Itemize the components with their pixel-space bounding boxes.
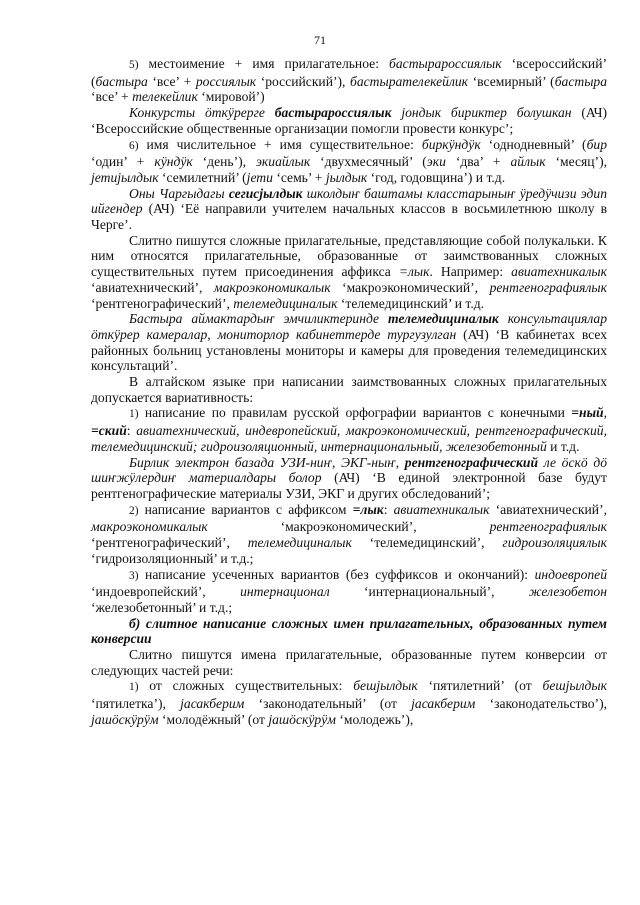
example-sentence bbox=[91, 105, 607, 136]
text-run: имя числительное + имя существительное: bbox=[138, 136, 422, 152]
text-run: рентгенографиялык bbox=[489, 279, 607, 295]
text-run: ‘законодательный’ (от bbox=[244, 696, 412, 712]
text-run: ‘молодёжный’ (от bbox=[158, 711, 269, 727]
text-run: јашöскÿрÿм bbox=[268, 711, 336, 727]
text-run: јетиjылдык bbox=[91, 169, 159, 185]
text-run: Конкурсты öткÿрерге bbox=[129, 105, 275, 121]
text-run: консультациялар öткÿрер камералар, мониторлор кабинеттерде тургузулган bbox=[91, 311, 607, 342]
text-run: : bbox=[126, 423, 137, 439]
text-run: ‘пятилетка’), bbox=[91, 696, 181, 712]
text-run: =лык bbox=[398, 264, 430, 280]
text-run: јасакберим bbox=[180, 696, 245, 712]
text-run: бастыраpоссиялык bbox=[274, 105, 392, 121]
list-item bbox=[91, 567, 607, 616]
text-run: ‘российский’), bbox=[256, 73, 351, 89]
text-run: (АЧ) ‘В кабинетах всех районных больниц установлены мониторы и камеры для проведения телемедицинских консультаций’. bbox=[91, 326, 608, 374]
text-run: : bbox=[383, 501, 394, 517]
list-item bbox=[91, 56, 607, 105]
text-run: телемедициналык bbox=[247, 535, 352, 551]
text-run: =ский bbox=[91, 423, 127, 439]
paragraph bbox=[91, 374, 607, 405]
text-run: јондык бириктер болушкан bbox=[391, 105, 572, 121]
text-run: биркÿндÿк bbox=[421, 136, 481, 152]
text-run: Бастыра аймактардыҥ эмчиликтеринде bbox=[129, 311, 388, 327]
text-run: и т.д. bbox=[546, 438, 580, 454]
text-run: ‘все’ + bbox=[147, 73, 196, 89]
text-run: ‘всероссийский’ ( bbox=[91, 56, 608, 89]
text-run: бешјылдык bbox=[542, 678, 607, 694]
section-heading bbox=[91, 616, 607, 647]
text-run: ‘рентгенографический’, bbox=[91, 295, 234, 311]
text-run: рентгенографиялык bbox=[489, 519, 607, 535]
text-run: авиатехнический, индевропейский, макроэкономический, рентгенографический, телемедицинский; гидроизоляционный, интернациональный, железобетонный bbox=[91, 423, 607, 454]
text-run: авиатехникалык bbox=[393, 501, 490, 517]
text-run: телемедициналык bbox=[387, 311, 499, 327]
text-run: интернационал bbox=[240, 584, 330, 600]
text-run: ‘два’ + bbox=[445, 154, 511, 170]
text-run: ‘однодневный’ ( bbox=[480, 136, 587, 152]
list-number: 1) bbox=[129, 408, 139, 421]
example-sentence bbox=[91, 455, 607, 502]
text-run: =лык bbox=[352, 501, 384, 517]
text-run: Бирлик электрон базада УЗИ-ниҥ, ЭКГ-ныҥ, bbox=[129, 454, 405, 470]
text-run: јасакберим bbox=[411, 696, 476, 712]
text-run: ‘макроэкономический’, bbox=[330, 279, 490, 295]
text-run: ‘месяц’), bbox=[545, 154, 607, 170]
text-run: эки bbox=[426, 154, 446, 170]
text-run: ‘авиатехнический’, bbox=[489, 501, 608, 517]
list-number: 3) bbox=[129, 569, 139, 582]
text-run: бешјылдык bbox=[353, 678, 418, 694]
paragraph bbox=[91, 233, 607, 312]
text-run: телекейлик bbox=[132, 89, 198, 105]
text-run: Слитно пишутся имена прилагательные, образованные путем конверсии от следующих частей речи: bbox=[91, 647, 607, 678]
text-run: (АЧ) ‘В единой электронной базе будут рентгенографические материалы УЗИ, ЭКГ и других обследований’; bbox=[91, 470, 607, 501]
list-item bbox=[91, 502, 607, 567]
text-run: ле öскö дö шиҥжÿлердиҥ материалдары болор bbox=[91, 454, 607, 486]
text-run: бастыраpоссиялык bbox=[389, 56, 502, 71]
text-run: ‘телемедицинский’ и т.д. bbox=[337, 295, 485, 311]
list-number: 2) bbox=[129, 504, 139, 517]
text-run: ‘молодежь’), bbox=[335, 711, 414, 727]
page-number: 71 bbox=[314, 33, 326, 47]
paragraph bbox=[91, 647, 607, 678]
text-run: ‘макроэкономический’, bbox=[207, 519, 490, 535]
text-run: ‘авиатехнический’, bbox=[91, 279, 214, 295]
text-run: написание по правилам русской орфографии вариантов с конечными bbox=[138, 405, 572, 421]
text-run: ‘год, годовщина’) и т.д. bbox=[367, 169, 506, 185]
list-number: 5) bbox=[129, 59, 139, 71]
text-run: экиайлык bbox=[255, 154, 311, 170]
text-run: ‘индоевропейский’, bbox=[91, 584, 241, 600]
list-item bbox=[91, 405, 607, 454]
list-item bbox=[91, 678, 607, 727]
text-run: сегисjылдык bbox=[228, 185, 303, 201]
text-run: школдыҥ баштамы класстарыныҥ ÿредÿчизи эдип ийгендер bbox=[91, 185, 607, 217]
text-run: бир bbox=[586, 136, 607, 152]
example-sentence bbox=[91, 186, 607, 233]
text-run: ‘телемедицинский’, bbox=[351, 535, 503, 551]
text-run: от сложных существительных: bbox=[138, 678, 354, 694]
text-run: бастыра bbox=[554, 73, 608, 89]
text-run: ‘один’ + bbox=[91, 154, 155, 170]
text-run: ‘пятилетний’ (от bbox=[417, 678, 543, 694]
list-item bbox=[91, 137, 607, 186]
text-run: гидроизоляциялык bbox=[502, 535, 607, 551]
text-run: кÿндÿк bbox=[154, 154, 193, 170]
text-run: ‘законодательство’), bbox=[475, 696, 607, 712]
text-run: ‘мировой’) bbox=[197, 89, 265, 105]
text-run: написание вариантов с аффиксом bbox=[138, 501, 353, 517]
text-run: ‘гидроизоляционный’ и т.д.; bbox=[91, 550, 254, 566]
text-run: Оны Чаргыдагы bbox=[129, 185, 229, 201]
text-run: jылдык bbox=[325, 169, 368, 185]
text-run: бастыра bbox=[95, 73, 148, 89]
text-run: рентгенографический bbox=[404, 454, 539, 470]
text-run: авиатехникалык bbox=[511, 264, 607, 280]
text-run: айлык bbox=[510, 154, 546, 170]
example-sentence bbox=[91, 311, 607, 374]
text-run: ‘интернациональный’, bbox=[329, 584, 529, 600]
text-run: ‘двухмесячный’ ( bbox=[310, 154, 427, 170]
text-run: макроэкономикалык bbox=[91, 519, 208, 535]
list-number: 1) bbox=[129, 681, 139, 694]
text-run: ‘семилетний’ ( bbox=[158, 169, 247, 185]
text-run: ‘рентгенографический’, bbox=[91, 535, 248, 551]
text-run: россиялык bbox=[195, 73, 257, 89]
text-run: . Например: bbox=[429, 264, 512, 280]
text-run: јети bbox=[246, 169, 273, 185]
text-run: ‘все’ + bbox=[91, 89, 133, 105]
text-run: телемедициналык bbox=[233, 295, 338, 311]
text-run: б) слитное написание сложных имен прилагательных, образованных путем конверсии bbox=[91, 615, 607, 647]
text-run: ‘семь’ + bbox=[272, 169, 326, 185]
list-number: 6) bbox=[129, 139, 139, 152]
text-run: ‘железобетонный’ и т.д.; bbox=[91, 599, 233, 615]
text-run: =ный bbox=[571, 405, 604, 421]
text-run: макроэкономикалык bbox=[213, 279, 331, 295]
page-body bbox=[91, 56, 607, 728]
text-run: јашöскÿрÿм bbox=[91, 711, 159, 727]
text-run: местоимение + имя прилагательное: bbox=[138, 56, 390, 71]
text-run: В алтайском языке при написании заимствованных сложных прилагательных допускается вариативность: bbox=[91, 374, 607, 405]
text-run: ‘день’), bbox=[192, 154, 256, 170]
text-run: , bbox=[603, 405, 607, 421]
text-run: железобетон bbox=[528, 584, 607, 600]
text-run: Слитно пишутся сложные прилагательные, представляющие собой полукальки. К ним относятся прилагательные, образованные от заимствованных сложных существительных путем присоединения аффикса bbox=[91, 232, 607, 280]
text-run: написание усеченных вариантов (без суффиксов и окончаний): bbox=[138, 566, 535, 582]
text-run: индоевропей bbox=[534, 566, 607, 582]
text-run: (АЧ) ‘Её направили учителем начальных классов в восьмилетнюю школу в Черге’. bbox=[91, 201, 607, 233]
text-run: ‘всемирный’ ( bbox=[468, 73, 555, 89]
text-run: (АЧ) ‘Всероссийские общественные организации помогли провести конкурс’; bbox=[91, 105, 607, 136]
text-run: бастырателекейлик bbox=[350, 73, 469, 89]
